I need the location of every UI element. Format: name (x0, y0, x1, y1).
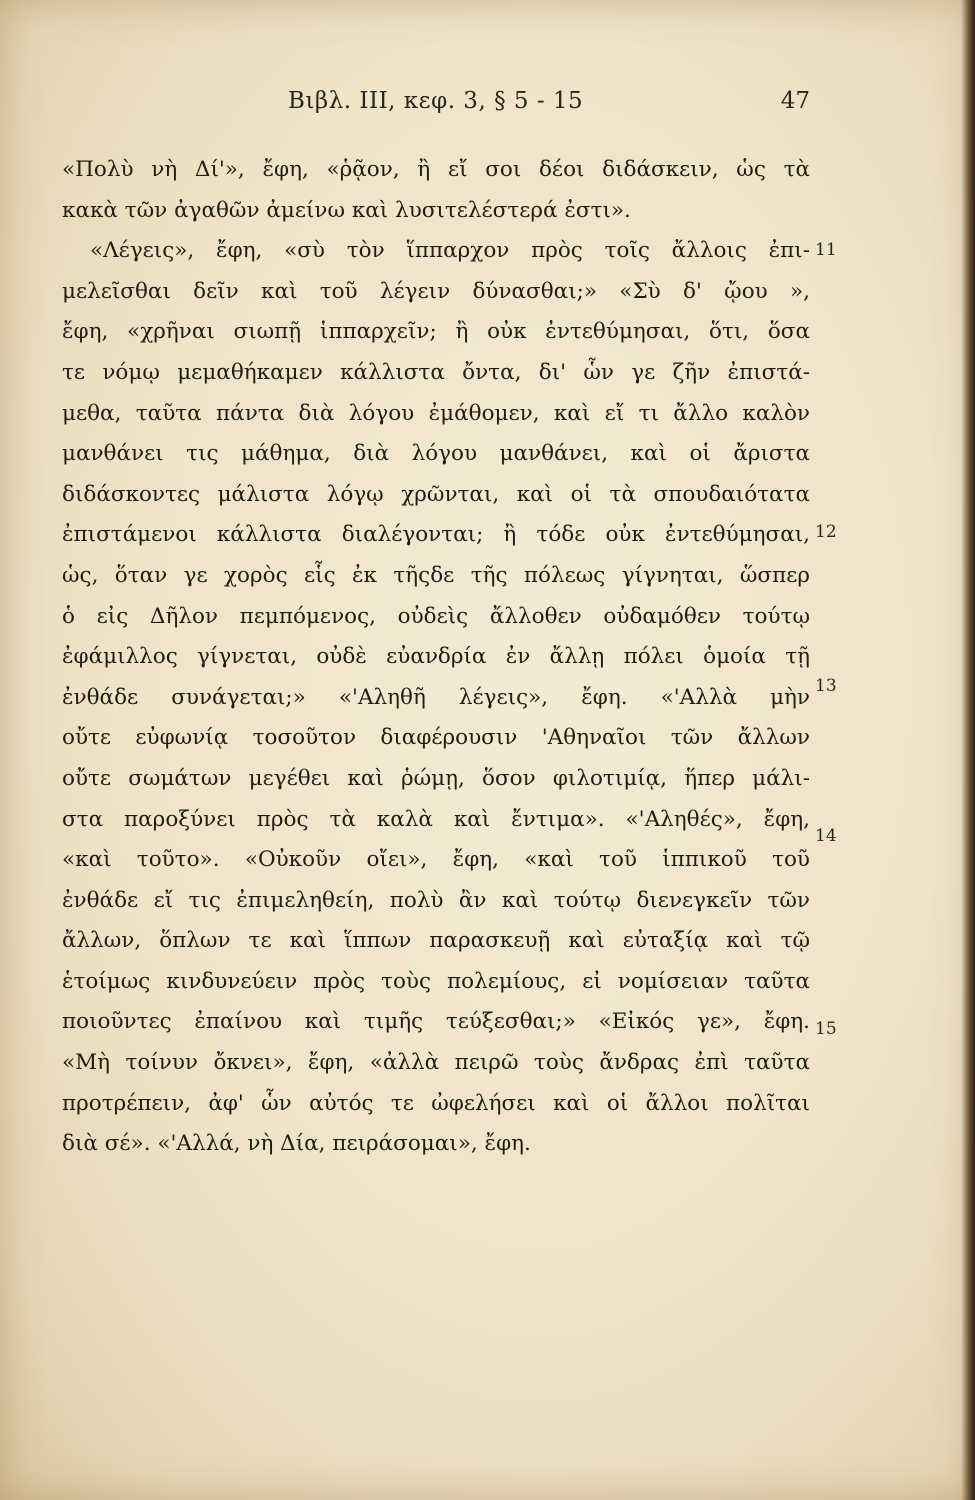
page-number: 47 (780, 88, 810, 114)
text-line: ἄλλων, ὅπλων τε καὶ ἵππων παρασκευῇ καὶ εὐταξίᾳ καὶ τῷ (62, 928, 810, 954)
text-line: ἑτοίμως κινδυνεύειν πρὸς τοὺς πολεμίους, εἰ νομίσειαν ταῦτα (62, 968, 810, 994)
text-line: ἐφάμιλλος γίγνεται, οὐδὲ εὐανδρία ἐν ἄλλῃ πόλει ὁμοία τῇ (62, 644, 810, 670)
text-line: ἐνθάδε εἴ τις ἐπιμεληθείη, πολὺ ἂν καὶ τούτῳ διενεγκεῖν τῶν (62, 887, 810, 913)
body-text (62, 150, 810, 1165)
text-line: «Μὴ τοίνυν ὄκνει», ἔφη, «ἀλλὰ πειρῶ τοὺς ἄνδρας ἐπὶ ταῦτα (62, 1050, 810, 1076)
text-line: ποιοῦντες ἐπαίνου καὶ τιμῆς τεύξεσθαι;» «Εἰκός γε», ἔφη. (62, 1009, 810, 1035)
section-number: 12 (815, 522, 837, 542)
section-number: 15 (815, 1019, 837, 1039)
text-line: ὁ εἰς Δῆλον πεμπόμενος, οὐδεὶς ἄλλοθεν οὐδαμόθεν τούτῳ (62, 603, 810, 629)
text-line: τε νόμῳ μεμαθήκαμεν κάλλιστα ὄντα, δι' ὧν γε ζῆν ἐπιστά- (62, 359, 810, 385)
page-edge-shadow (961, 0, 975, 1500)
running-head-title: Βιβλ. III, κεφ. 3, § 5 - 15 (288, 88, 584, 114)
running-head (240, 88, 810, 132)
text-line: διδάσκοντες μάλιστα λόγῳ χρῶνται, καὶ οἱ τὰ σπουδαιότατα (62, 481, 810, 507)
text-line: κακὰ τῶν ἀγαθῶν ἀμείνω καὶ λυσιτελέστερά ἐστι». (62, 197, 631, 223)
section-number: 11 (815, 240, 837, 260)
text-line: προτρέπειν, ἀφ' ὧν αὐτός τε ὠφελήσει καὶ οἱ ἄλλοι πολῖται (62, 1090, 810, 1116)
text-line: μελεῖσθαι δεῖν καὶ τοῦ λέγειν δύνασθαι;» «Σὺ δ' ᾤου », (62, 278, 810, 304)
text-line: ἐπιστάμενοι κάλλιστα διαλέγονται; ἢ τόδε οὐκ ἐντεθύμησαι, (62, 522, 810, 548)
text-line: ἐνθάδε συνάγεται;» «'Αληθῆ λέγεις», ἔφη. «'Αλλὰ μὴν (62, 684, 810, 710)
text-line: «καὶ τοῦτο». «Οὐκοῦν οἴει», ἔφη, «καὶ τοῦ ἱππικοῦ τοῦ (62, 847, 810, 873)
text-line: ἔφη, «χρῆναι σιωπῇ ἱππαρχεῖν; ἢ οὐκ ἐντεθύμησαι, ὅτι, ὅσα (62, 319, 810, 345)
text-line: διὰ σέ». «'Αλλά, νὴ Δία, πειράσομαι», ἔφη. (62, 1131, 531, 1157)
text-line: μανθάνει τις μάθημα, διὰ λόγου μανθάνει, καὶ οἱ ἄριστα (62, 441, 810, 467)
section-number: 14 (815, 826, 837, 846)
text-line: οὔτε σωμάτων μεγέθει καὶ ῥώμῃ, ὅσον φιλοτιμίᾳ, ἥπερ μάλι- (62, 765, 810, 791)
section-number: 13 (815, 676, 837, 696)
text-line: «Λέγεις», ἔφη, «σὺ τὸν ἵππαρχον πρὸς τοῖς ἄλλοις ἐπι- (90, 238, 810, 264)
text-line: ὡς, ὅταν γε χορὸς εἷς ἐκ τῆςδε τῆς πόλεως γίγνηται, ὥσπερ (62, 562, 810, 588)
text-line: «Πολὺ νὴ Δί'», ἔφη, «ῥᾷον, ἢ εἴ σοι δέοι διδάσκειν, ὡς τὰ (62, 157, 810, 182)
text-line: μεθα, ταῦτα πάντα διὰ λόγου ἐμάθομεν, καὶ εἴ τι ἄλλο καλὸν (62, 400, 810, 426)
text-line: οὔτε εὐφωνίᾳ τοσοῦτον διαφέρουσιν 'Αθηναῖοι τῶν ἄλλων (62, 725, 810, 751)
text-line: στα παροξύνει πρὸς τὰ καλὰ καὶ ἔντιμα». «'Αληθές», ἔφη, (62, 806, 810, 832)
